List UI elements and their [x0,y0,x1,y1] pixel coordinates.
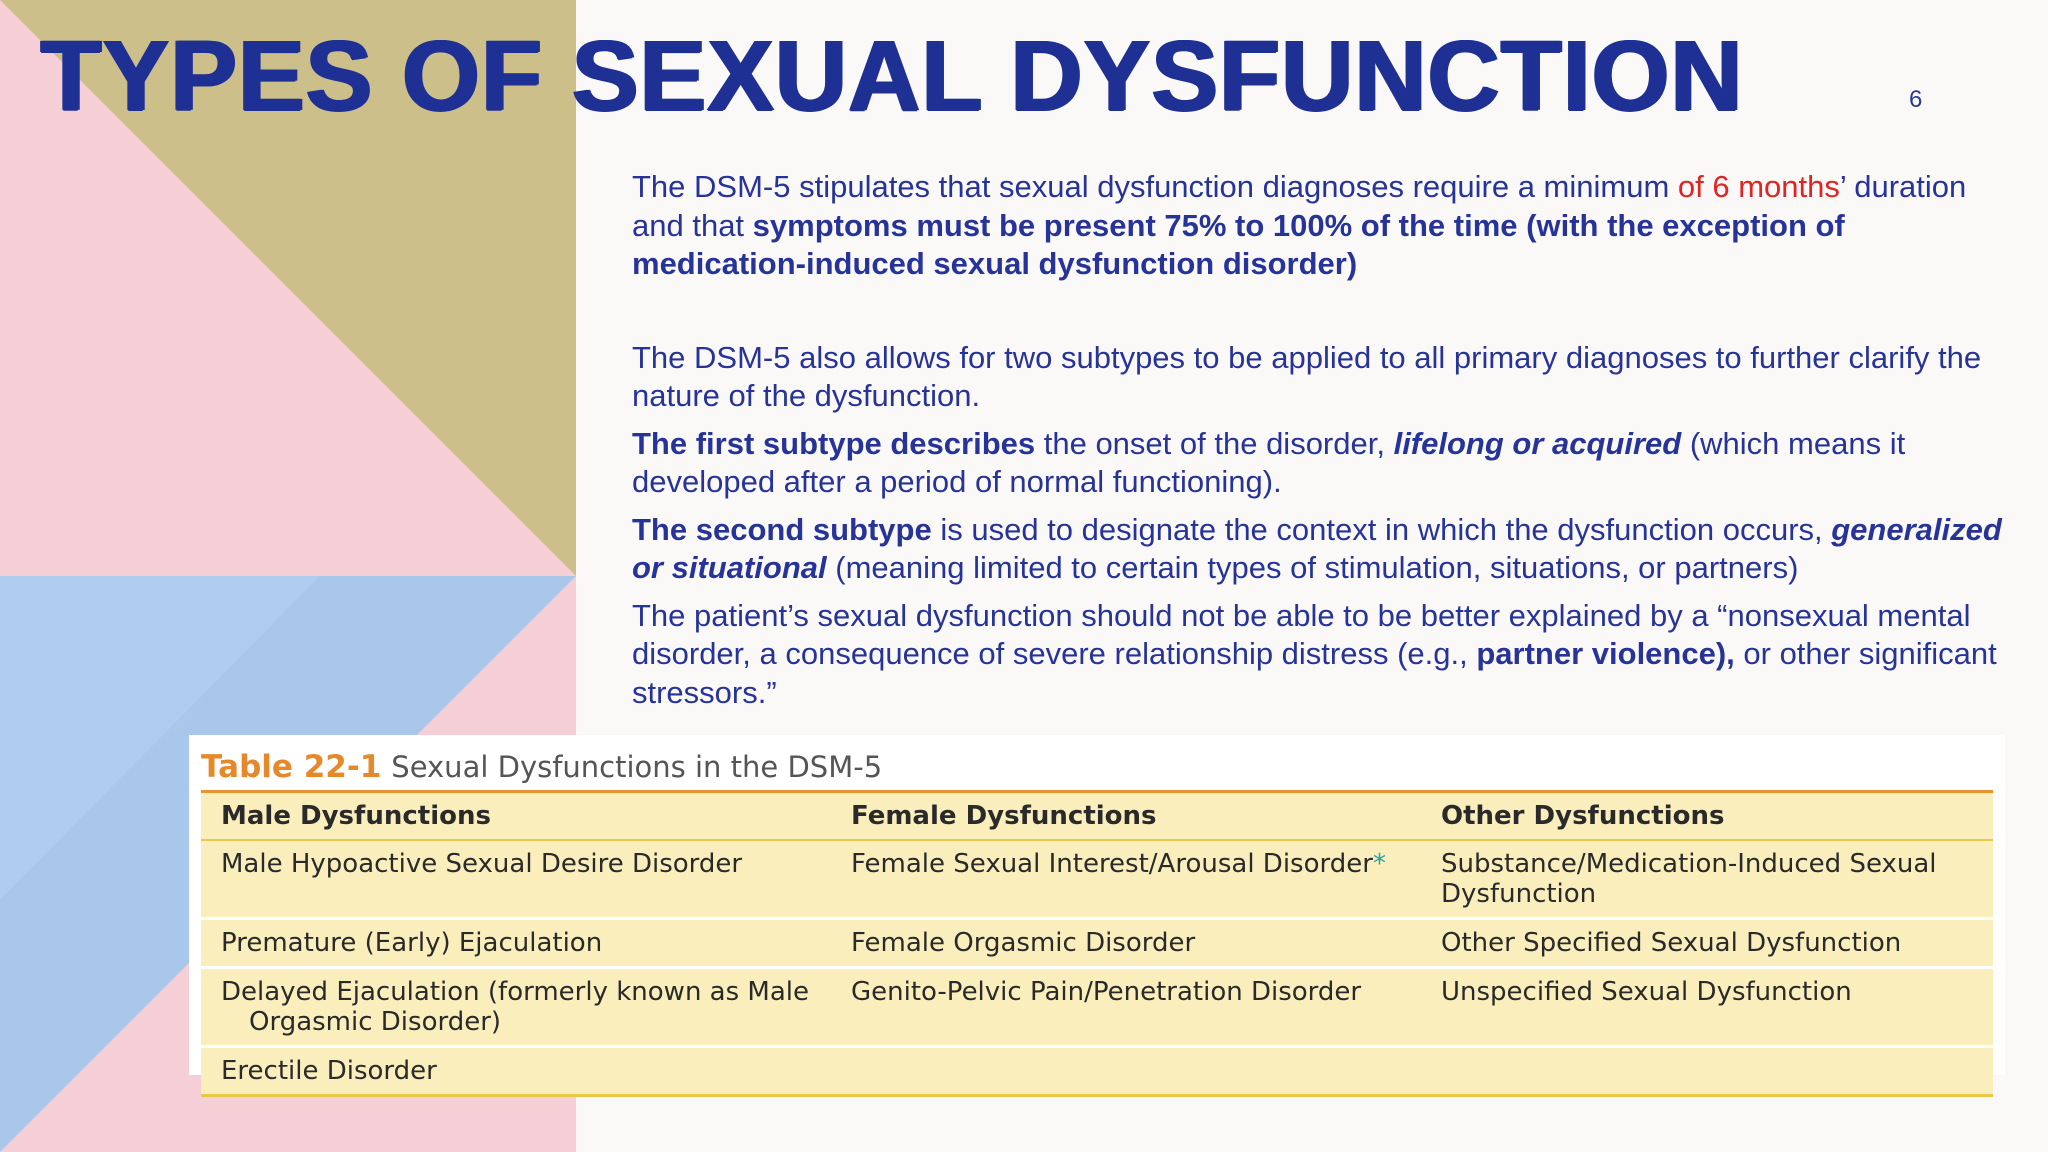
paragraph-second-subtype [632,511,2004,588]
bold-italic-generalized-situational: generalized or situational [632,511,2002,585]
table-cell: Substance/Medication-Induced Sexual Dysfunction [1421,840,1993,919]
bold-first-subtype: The first subtype describes [632,425,1036,461]
paragraph-duration [632,168,2004,284]
bold-italic-lifelong-acquired: lifelong or acquired [1393,425,1682,461]
table-cell: Unspecified Sexual Dysfunction [1421,968,1993,1047]
table-row [201,919,1993,968]
body-text [632,168,2004,733]
table-cell [831,840,1421,919]
header-male: Male Dysfunctions [201,793,831,840]
bold-symptoms-requirement: symptoms must be present 75% to 100% of the time (with the exception of medication-induced sexual dysfunction disorder) [632,207,1845,281]
paragraph-exclusion [632,597,2004,713]
slide-title: TYPES OF SEXUAL DYSFUNCTION [40,20,1744,132]
table-cell: Erectile Disorder [201,1047,831,1096]
bold-second-subtype: The second subtype [632,511,932,547]
text-run: is used to designate the context in which the dysfunction occurs, [931,511,1832,547]
footnote-asterisk: * [1372,849,1386,879]
table-cell: Male Hypoactive Sexual Desire Disorder [201,840,831,919]
table-caption [201,749,882,785]
text-run: The DSM-5 stipulates that sexual dysfunction diagnoses require a minimum [632,169,1678,204]
table-cell: Genito-Pelvic Pain/Penetration Disorder [831,968,1421,1047]
table-cell [831,1047,1421,1096]
table-row [201,840,1993,919]
text-run: the onset of the disorder, [1035,425,1394,461]
table-row [201,1047,1993,1096]
header-female: Female Dysfunctions [831,793,1421,840]
dysfunctions-table [201,793,1993,1097]
highlight-six-months: of 6 months [1677,169,1840,204]
slide-page-number: 6 [1909,86,1923,113]
table-cell: Female Orgasmic Disorder [831,919,1421,968]
table-cell: Premature (Early) Ejaculation [201,919,831,968]
text-run: (which means it developed after a period of normal functioning). [632,425,1906,499]
table-cell [201,968,831,1047]
header-other: Other Dysfunctions [1421,793,1993,840]
text-run: (meaning limited to certain types of stimulation, situations, or partners) [826,550,1799,585]
text-run: The patient’s sexual dysfunction should not be able to be better explained by a “nonsexual mental disorder, a consequence of severe relationship distress (e.g., [632,597,1971,671]
table-number: Table 22-1 [201,749,382,785]
table-row [201,968,1993,1047]
text-run: ’ duration and that [632,169,1967,243]
table-cell [1421,1047,1993,1096]
cell-text-continued: Orgasmic Disorder) [249,1007,502,1037]
table-header-row [201,793,1993,840]
paragraph-subtypes: The DSM-5 also allows for two subtypes to be applied to all primary diagnoses to further clarify the nature of the dysfunction. [632,339,1982,413]
text-run: or other significant stressors.” [632,636,1997,710]
table-title: Sexual Dysfunctions in the DSM-5 [391,750,883,784]
bold-partner-violence: partner violence), [1476,636,1735,671]
cell-text: Female Sexual Interest/Arousal Disorder [851,849,1373,879]
paragraph-first-subtype [632,425,2004,502]
table-cell: Other Specified Sexual Dysfunction [1421,919,1993,968]
dsm5-table-image [189,735,2005,1086]
cell-text: Delayed Ejaculation (formerly known as Male [221,977,810,1007]
body-text-clip [632,168,2004,733]
